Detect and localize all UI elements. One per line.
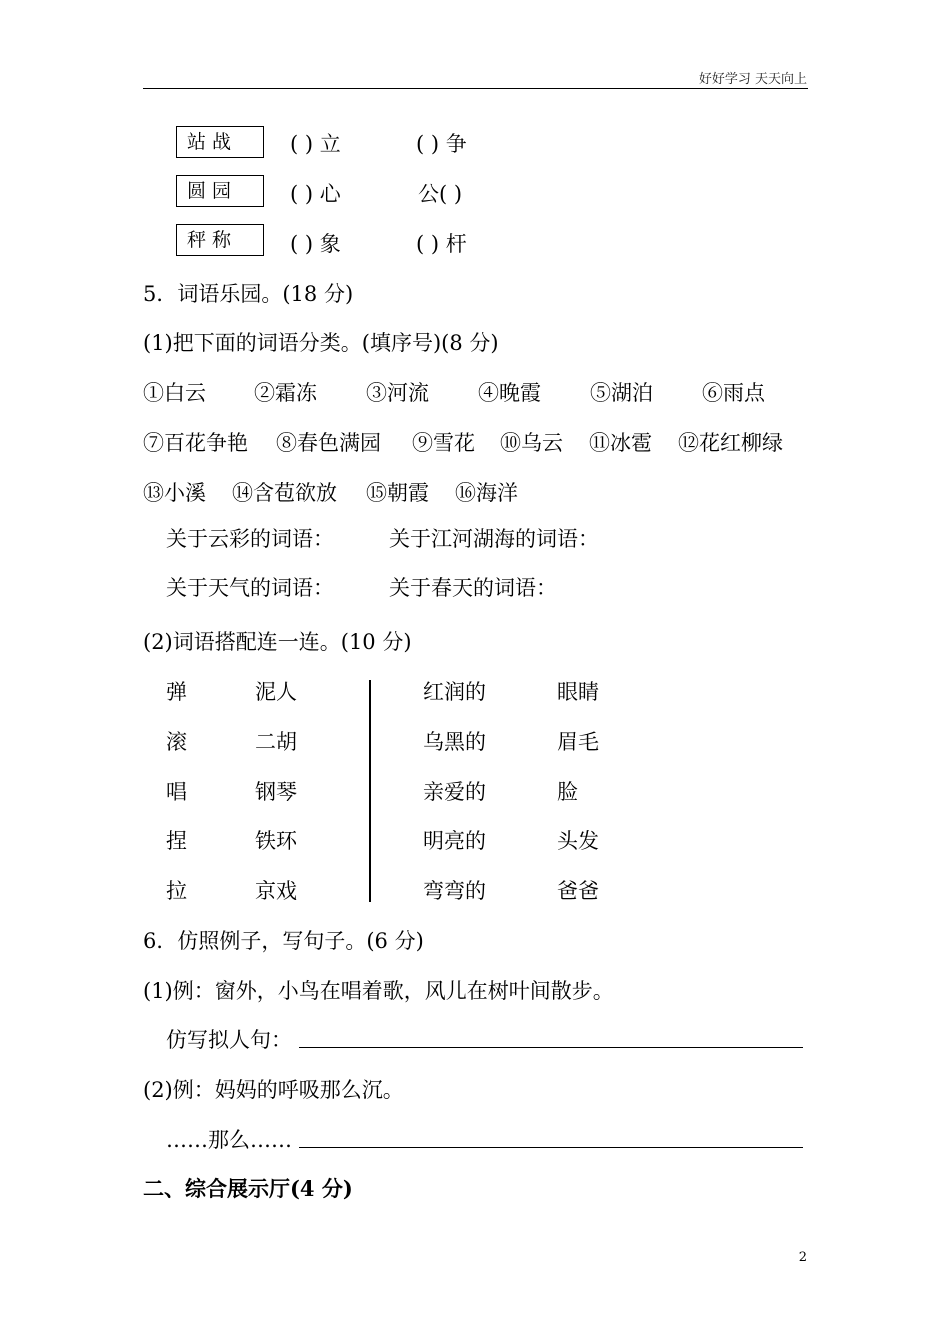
- answer-line-2[interactable]: [299, 1147, 803, 1148]
- char-pair-box: 圆 园: [176, 175, 264, 207]
- answer-line-1[interactable]: [299, 1047, 803, 1048]
- blank-item: 公( ): [418, 182, 463, 206]
- category-label: 关于江河湖海的词语：: [389, 527, 599, 551]
- word-item: ②霜冻: [254, 381, 317, 405]
- char-pair-box: 站 战: [176, 126, 264, 158]
- word-item: ⑨雪花: [412, 431, 475, 455]
- header-rule: [143, 88, 808, 89]
- word-item: ⑬小溪: [143, 481, 206, 505]
- match-adjective: 亲爱的: [423, 780, 486, 804]
- category-label: 关于春天的词语：: [389, 576, 557, 600]
- match-noun: 爸爸: [557, 879, 599, 903]
- divider-line: [369, 680, 371, 902]
- word-item: ③河流: [366, 381, 429, 405]
- word-item: ⑤湖泊: [590, 381, 653, 405]
- answer-prompt-1: 仿写拟人句：: [166, 1028, 292, 1052]
- match-adjective: 弯弯的: [423, 879, 486, 903]
- blank-item: ( ) 立: [290, 132, 341, 156]
- word-item: ⑧春色满园: [276, 431, 381, 455]
- example-sentence-1: (1)例：窗外，小鸟在唱着歌，风儿在树叶间散步。: [143, 979, 614, 1003]
- match-adjective: 红润的: [423, 680, 486, 704]
- section-2-title: 二、综合展示厅(4 分): [143, 1176, 353, 1201]
- blank-item: ( ) 心: [290, 182, 341, 206]
- question-5-part2: (2)词语搭配连一连。(10 分): [143, 630, 412, 654]
- word-item: ⑫花红柳绿: [678, 431, 783, 455]
- match-verb: 拉: [166, 879, 187, 903]
- word-item: ⑮朝霞: [366, 481, 429, 505]
- match-noun: 眉毛: [557, 730, 599, 754]
- category-label: 关于天气的词语：: [166, 576, 334, 600]
- word-item: ⑯海洋: [455, 481, 518, 505]
- word-item: ⑦百花争艳: [143, 431, 248, 455]
- match-noun: 脸: [557, 780, 578, 804]
- word-item: ④晚霞: [478, 381, 541, 405]
- match-adjective: 乌黑的: [423, 730, 486, 754]
- page-header: 好好学习 天天向上: [698, 72, 807, 87]
- match-verb: 滚: [166, 730, 187, 754]
- match-noun: 钢琴: [255, 780, 297, 804]
- word-item: ⑪冰雹: [589, 431, 652, 455]
- match-noun: 京戏: [255, 879, 297, 903]
- blank-item: ( ) 杆: [416, 232, 467, 256]
- match-noun: 铁环: [255, 829, 297, 853]
- match-verb: 捏: [166, 829, 187, 853]
- example-sentence-2: (2)例：妈妈的呼吸那么沉。: [143, 1078, 404, 1102]
- match-noun: 二胡: [255, 730, 297, 754]
- question-5-title: 5．词语乐园。(18 分): [143, 282, 354, 306]
- category-label: 关于云彩的词语：: [166, 527, 334, 551]
- match-noun: 眼睛: [557, 680, 599, 704]
- blank-item: ( ) 象: [290, 232, 341, 256]
- match-verb: 唱: [166, 780, 187, 804]
- match-adjective: 明亮的: [423, 829, 486, 853]
- word-item: ⑥雨点: [702, 381, 765, 405]
- answer-prompt-2: ……那么……: [166, 1128, 292, 1152]
- match-verb: 弹: [166, 680, 187, 704]
- word-item: ⑭含苞欲放: [232, 481, 337, 505]
- match-noun: 泥人: [255, 680, 297, 704]
- question-5-part1: (1)把下面的词语分类。(填序号)(8 分): [143, 331, 499, 355]
- word-item: ⑩乌云: [500, 431, 563, 455]
- question-6-title: 6．仿照例子，写句子。(6 分): [143, 929, 424, 953]
- word-item: ①白云: [143, 381, 206, 405]
- char-pair-box: 秤 称: [176, 224, 264, 256]
- page-number: 2: [798, 1250, 807, 1265]
- blank-item: ( ) 争: [416, 132, 467, 156]
- match-noun: 头发: [557, 829, 599, 853]
